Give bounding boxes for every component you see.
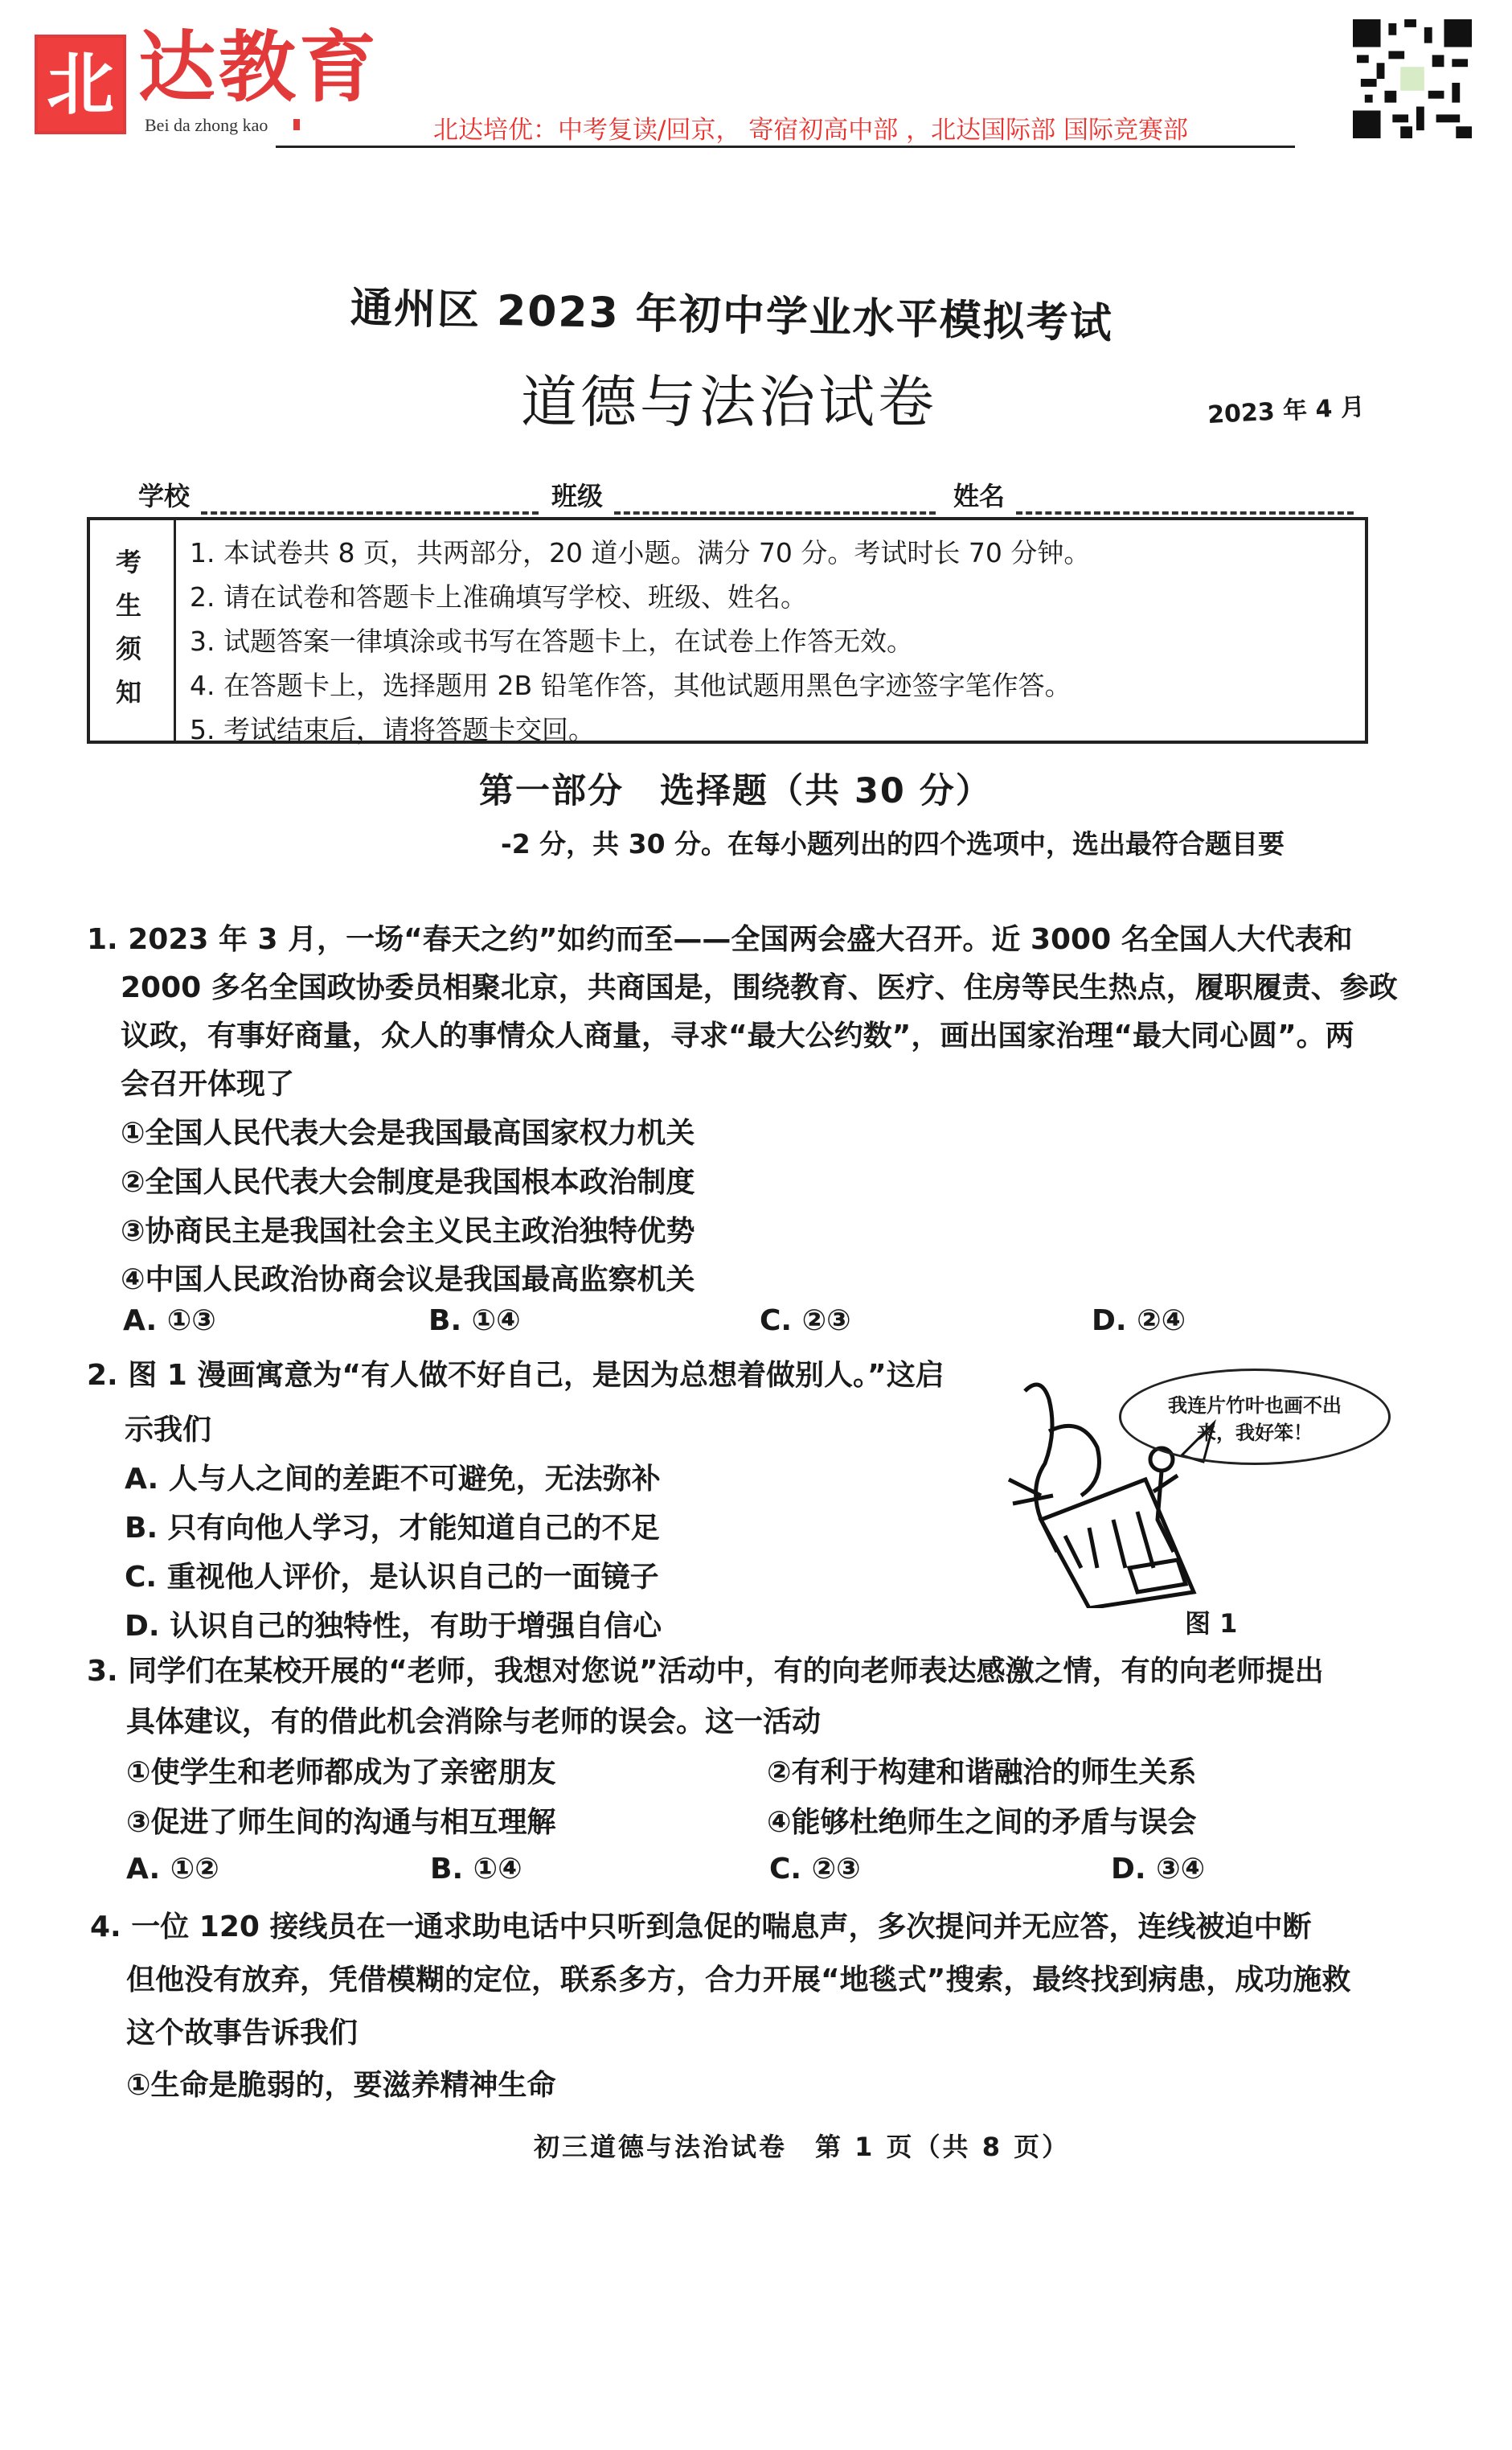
header-divider (276, 146, 1295, 148)
choice-d[interactable]: D. ②④ (1092, 1304, 1186, 1337)
exam-title: 通州区 2023 年初中学业水平模拟考试 (350, 284, 1114, 348)
choice-b[interactable]: B. ①④ (430, 1853, 522, 1886)
question-stem: 具体建议，有的借此机会消除与老师的误会。这一活动 (126, 1705, 822, 1738)
brand-name: 达教育 (138, 22, 379, 113)
choice-d[interactable]: D. ③④ (1111, 1853, 1206, 1886)
notice-item: 3. 试题答案一律填涂或书写在答题卡上，在试卷上作答无效。 (190, 626, 913, 657)
logo-char: 北 (46, 44, 114, 124)
notice-divider (174, 517, 176, 744)
question-stem: 但他没有放弃，凭借模糊的定位，联系多方，合力开展“地毯式”搜索，最终找到病患，成功施救 (126, 1964, 1351, 1997)
statement: ④能够杜绝师生之间的矛盾与误会 (767, 1806, 1197, 1839)
choice-b[interactable]: B. 只有向他人学习，才能知道自己的不足 (125, 1512, 660, 1545)
exam-subject: 道德与法治试卷 (521, 369, 937, 435)
statement: ①使学生和老师都成为了亲密朋友 (126, 1756, 556, 1789)
slogan: 北达培优：中考复读/回京， 寄宿初高中部 ，北达国际部 国际竞赛部 (433, 116, 1189, 145)
exam-date: 2023 年 4 月 (1207, 392, 1366, 430)
logo (35, 35, 126, 134)
class-field[interactable] (614, 510, 936, 515)
statement: ③促进了师生间的沟通与相互理解 (126, 1806, 556, 1839)
question-stem: 这个故事告诉我们 (126, 2017, 359, 2050)
name-label: 姓名 (953, 481, 1006, 511)
question-stem: 4. 一位 120 接线员在一通求助电话中只听到急促的喘息声，多次提问并无应答，连线被迫中断 (90, 1910, 1312, 1943)
notice-item: 4. 在答题卡上，选择题用 2B 铅笔作答，其他试题用黑色字迹签字笔作答。 (190, 670, 1072, 701)
brand-subtitle: Bei da zhong kao (145, 115, 268, 135)
choice-a[interactable]: A. 人与人之间的差距不可避免，无法弥补 (125, 1463, 661, 1496)
choice-a[interactable]: A. ①③ (123, 1304, 216, 1337)
choice-c[interactable]: C. ②③ (769, 1853, 861, 1886)
notice-item: 1. 本试卷共 8 页，共两部分，20 道小题。满分 70 分。考试时长 70 分钟。 (190, 537, 1091, 568)
choice-b[interactable]: B. ①④ (428, 1304, 521, 1337)
question-stem: 示我们 (125, 1414, 212, 1447)
notice-heading: 考生须知 (115, 547, 141, 708)
notice-item: 2. 请在试卷和答题卡上准确填写学校、班级、姓名。 (190, 581, 807, 613)
statement: ③协商民主是我国社会主义民主政治独特优势 (121, 1215, 695, 1248)
qr-code-icon (1352, 19, 1473, 138)
figure-caption: 图 1 (1185, 1608, 1238, 1639)
school-label: 学校 (138, 481, 191, 511)
choice-c[interactable]: C. 重视他人评价，是认识自己的一面镜子 (125, 1561, 659, 1594)
brand-mark (293, 119, 300, 130)
page-footer: 初三道德与法治试卷 第 1 页（共 8 页） (534, 2132, 1071, 2162)
statement: ①生命是脆弱的，要滋养精神生命 (126, 2069, 556, 2102)
speech-bubble: 我连片竹叶也画不出来，我好笨！ (1119, 1369, 1391, 1465)
statement: ②有利于构建和谐融洽的师生关系 (767, 1756, 1197, 1789)
statement: ④中国人民政治协商会议是我国最高监察机关 (121, 1263, 695, 1296)
question-stem: 议政，有事好商量，众人的事情众人商量，寻求“最大公约数”，画出国家治理“最大同心圆”。两 (121, 1020, 1354, 1053)
choice-c[interactable]: C. ②③ (760, 1304, 851, 1337)
question-stem: 2. 图 1 漫画寓意为“有人做不好自己，是因为总想着做别人。”这启 (87, 1359, 944, 1392)
statement: ②全国人民代表大会制度是我国根本政治制度 (121, 1166, 695, 1199)
choice-a[interactable]: A. ①② (126, 1853, 219, 1886)
part-instructions: -2 分，共 30 分。在每小题列出的四个选项中，选出最符合题目要 (501, 828, 1285, 860)
school-field[interactable] (201, 510, 539, 515)
part-heading: 第一部分 选择题（共 30 分） (479, 771, 992, 811)
question-stem: 2000 多名全国政协委员相聚北京，共商国是，围绕教育、医疗、住房等民生热点，履职履责、参政 (121, 971, 1398, 1004)
question-stem: 会召开体现了 (121, 1068, 295, 1101)
notice-item: 5. 考试结束后，请将答题卡交回。 (190, 714, 595, 745)
class-label: 班级 (551, 481, 604, 511)
question-stem: 3. 同学们在某校开展的“老师，我想对您说”活动中，有的向老师表达感激之情，有的向老师提出 (87, 1655, 1324, 1688)
statement: ①全国人民代表大会是我国最高国家权力机关 (121, 1117, 695, 1150)
question-stem: 1. 2023 年 3 月，一场“春天之约”如约而至——全国两会盛大召开。近 3000 名全国人大代表和 (87, 923, 1353, 956)
name-field[interactable] (1016, 510, 1354, 515)
choice-d[interactable]: D. 认识自己的独特性，有助于增强自信心 (125, 1610, 662, 1643)
